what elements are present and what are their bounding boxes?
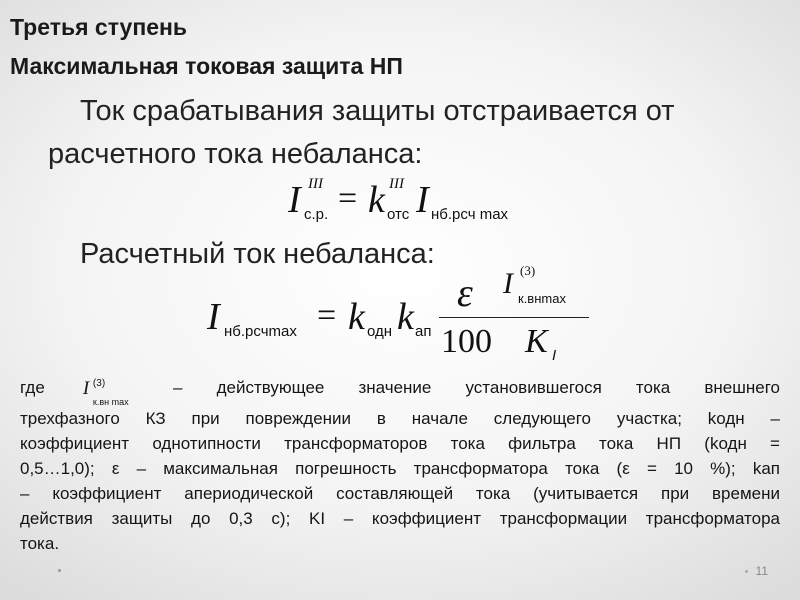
formula2-hundred: 100 (441, 323, 492, 360)
formula2-k2-sub: ап (415, 323, 432, 340)
formula2-Inum: I (503, 267, 513, 300)
explanation-line-1: где I (3) к.вн max – действующее значение установившегося тока внешнего (20, 377, 780, 407)
subheading-unbalance: Расчетный ток небаланса: (80, 238, 435, 270)
explanation-paragraph (20, 375, 780, 556)
slide-subtitle: Максимальная токовая защита НП (10, 53, 403, 79)
footer-dot (58, 569, 61, 572)
slide-title: Третья ступень (10, 14, 188, 40)
formula2-eq: = (317, 297, 337, 334)
intro-line-2: расчетного тока небаланса: (48, 138, 423, 170)
formula2-I-sub: нб.рсчmax (224, 323, 297, 340)
formula2-Inum-sub: к.внmax (518, 291, 566, 306)
formula1-k: k (368, 179, 385, 221)
explanation-line-3: коэффициент однотипности трансформаторов тока фильтра тока НП (kодн = (20, 434, 780, 453)
formula2-K-sub: I (552, 347, 557, 364)
formula2-k2: k (397, 296, 414, 338)
formula-trip-current (288, 178, 528, 226)
page-number: 11 (755, 564, 768, 578)
page-number-mark (745, 570, 748, 573)
explanation-line-6: действия защиты до 0,3 с); KI – коэффициент трансформации трансформатора (20, 509, 780, 528)
formula1-eq: = (338, 180, 358, 217)
formula2-K: K (525, 323, 548, 360)
formula1-I: I (288, 179, 301, 221)
formula2-Inum-sup: (3) (520, 263, 536, 278)
formula-unbalance-current (207, 265, 607, 365)
explanation-I-symbol: I (3) к.вн max (82, 377, 129, 407)
explanation-line-5: – коэффициент апериодической составляющей тока (учитывается при времени (20, 484, 780, 503)
formula1-I-sub: с.р. (304, 206, 329, 223)
formula1-k-sub: отс (387, 206, 410, 223)
formula1-k-sup: III (389, 176, 404, 192)
intro-line-1: Ток срабатывания защиты отстраивается от (80, 95, 675, 127)
explanation-line-2: трехфазного КЗ при повреждении в начале следующего участка; kодн – (20, 409, 780, 428)
explanation-line-7: тока. (20, 534, 60, 553)
formula2-frac-line-2 (499, 317, 589, 318)
explanation-line-4: 0,5…1,0); ε – максимальная погрешность трансформатора тока (ε = 10 %); kап (20, 459, 780, 478)
formula2-epsilon: ε (457, 270, 473, 315)
formula1-I2-sub: нб.рсч max (431, 206, 509, 223)
formula1-I-sup: III (308, 176, 323, 192)
formula2-I: I (207, 296, 220, 338)
formula2-k1-sub: одн (367, 323, 393, 340)
formula2-frac-line-1 (439, 317, 499, 318)
formula2-k1: k (348, 296, 365, 338)
formula1-I2: I (416, 179, 429, 221)
